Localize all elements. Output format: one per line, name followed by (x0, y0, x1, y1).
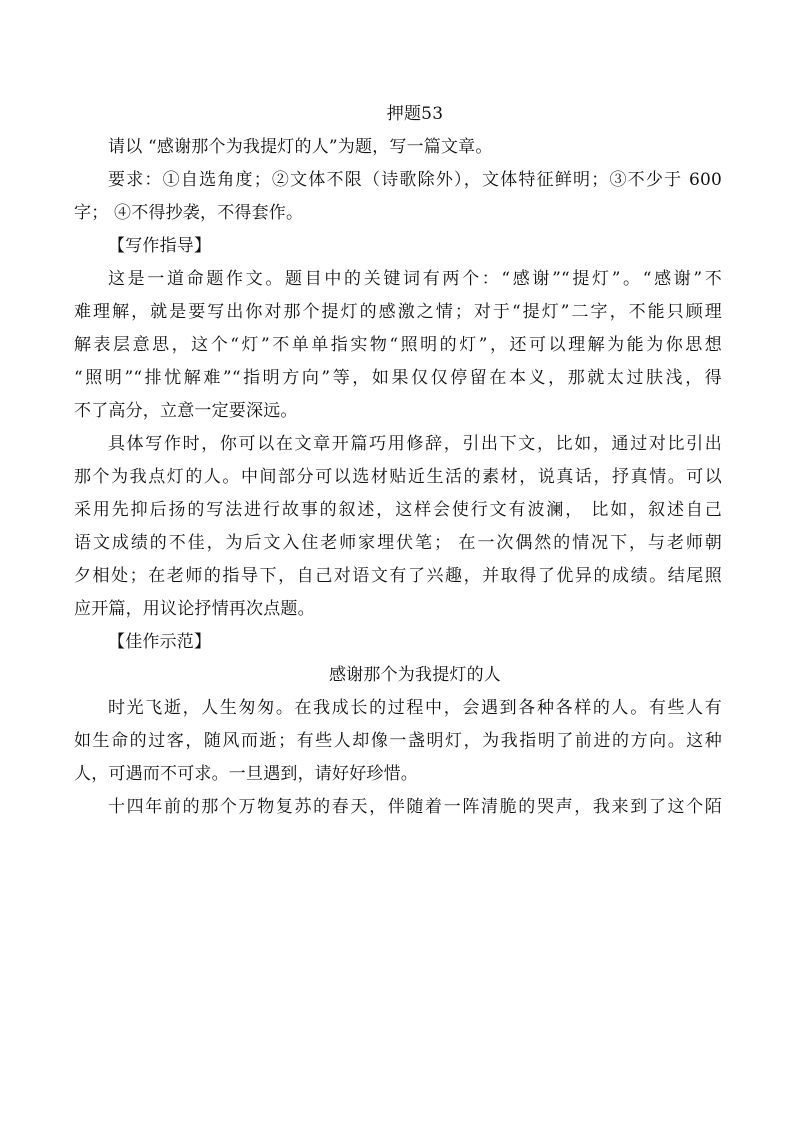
section-heading-example: 【佳作示范】 (108, 632, 212, 652)
guidance-para2-line-6: 应开篇，用议论抒情再次点题。 (74, 599, 315, 619)
guidance-para2-line-4: 语文成绩的不佳，为后文入住老师家埋伏笔； 在一次偶然的情况下，与老师朝 (74, 533, 722, 553)
document-title: 押题53 (386, 104, 444, 124)
requirements-line-2: 字； ④不得抄袭，不得套作。 (74, 203, 304, 223)
guidance-para2-line-3: 采用先抑后扬的写法进行故事的叙述，这样会使行文有波澜， 比如，叙述自己 (74, 500, 722, 520)
prompt-line: 请以 “感谢那个为我提灯的人”为题，写一篇文章。 (108, 137, 493, 157)
guidance-para1-line-2: 难理解，就是要写出你对那个提灯的感激之情；对于“提灯”二字，不能只顾理 (74, 302, 722, 322)
guidance-para1-line-5: 不了高分，立意一定要深远。 (74, 401, 298, 421)
essay-para1-line-1: 时光飞逝，人生匆匆。在我成长的过程中，会遇到各种各样的人。有些人有 (108, 698, 722, 718)
essay-title: 感谢那个为我提灯的人 (329, 665, 501, 685)
guidance-para1-line-3: 解表层意思，这个“灯”不单单指实物“照明的灯”，还可以理解为能为你思想 (74, 335, 722, 355)
document-content (74, 98, 722, 824)
essay-para2-line-1: 十四年前的那个万物复苏的春天，伴随着一阵清脆的哭声，我来到了这个陌 (108, 797, 722, 817)
guidance-para1-line-4: “照明”“排忧解难”“指明方向”等，如果仅仅停留在本义，那就太过肤浅，得 (74, 368, 722, 388)
essay-para1-line-3: 人，可遇而不可求。一旦遇到，请好好珍惜。 (74, 764, 418, 784)
guidance-para2-line-2: 那个为我点灯的人。中间部分可以选材贴近生活的素材，说真话，抒真情。可以 (74, 467, 722, 487)
guidance-para2-line-1: 具体写作时，你可以在文章开篇巧用修辞，引出下文，比如，通过对比引出 (108, 434, 722, 454)
guidance-para2-line-5: 夕相处；在老师的指导下，自己对语文有了兴趣，并取得了优异的成绩。结尾照 (74, 566, 722, 586)
essay-para1-line-2: 如生命的过客，随风而逝；有些人却像一盏明灯，为我指明了前进的方向。这种 (74, 731, 722, 751)
guidance-para1-line-1: 这是一道命题作文。题目中的关键词有两个：“感谢”“提灯”。“感谢”不 (108, 269, 722, 289)
section-heading-guidance: 【写作指导】 (108, 236, 212, 256)
requirements-line-1: 要求：①自选角度；②文体不限（诗歌除外），文体特征鲜明；③不少于 600 (108, 170, 722, 190)
